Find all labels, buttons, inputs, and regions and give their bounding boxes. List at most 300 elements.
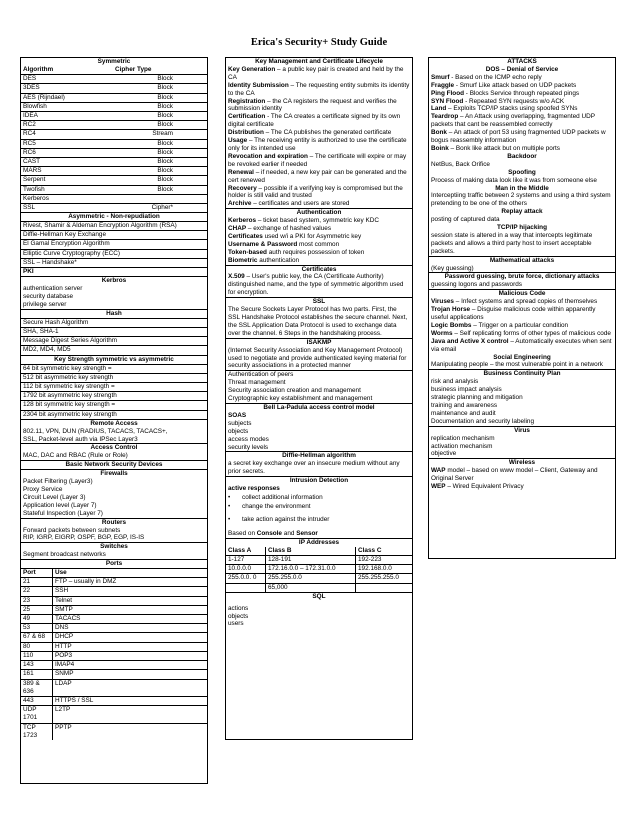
dos-attack [429,113,615,129]
malicious-code [429,298,615,306]
lifecycle-step [226,66,412,82]
router-item: RIP, IGRP, EIGRP, OSPF, BGP, EGP, IS-IS [23,534,145,542]
symmetric-row [21,129,207,138]
class-c-value: 192-223 [358,555,382,563]
port-number: 67 & 68 [21,633,53,641]
port-use: Telnet [55,596,73,604]
class-a-value [226,584,266,592]
replay-header: Replay attack [501,208,543,216]
port-row [21,577,207,586]
social-engineering-header: Social Engineering [493,353,551,361]
hash-row: MD2, MD4, MD5 [21,345,207,354]
auth-method-term: Certificates [228,232,263,240]
port-row [21,705,207,722]
symmetric-row [21,185,207,194]
malicious-code-desc: – Disguise malicious code within apparently useful applications [431,306,596,321]
auth-method [226,249,412,257]
malicious-code-desc: – Self replicating forms of other types of malicious code [452,329,611,337]
mitm-text: Interceptiing traffic between 2 systems and using a third system pretending to be one of the others [431,192,611,208]
port-number: 443 [21,697,53,705]
port-use: L2TP [55,706,71,714]
port-row [21,651,207,660]
class-c-value: 192.168.0.0 [358,565,392,573]
virus-list [429,435,615,459]
social-engineering-text: Manipulating people – the most vulnerable point in a network [431,361,603,369]
port-row [21,605,207,614]
lifecycle-step-term: Key Generation [228,65,276,73]
port-row [21,642,207,651]
algorithm-name: MARS [23,167,42,175]
port-use: DHCP [55,633,74,641]
soas-item: subjects [228,419,252,427]
virus-item: activation mechanism [431,442,493,450]
lifecycle-step-term: Identity Submission [228,81,289,89]
cipher-type: Stream [152,130,173,138]
malicious-code-desc: – Infect systems and spread copies of themselves [453,298,598,306]
dos-attack-term: Fraggle [431,81,455,89]
auth-method-desc: – exchange of hashed values [246,225,332,233]
isakmp-function: Cryptographic key establishment and management [228,395,373,403]
malicious-code [429,338,615,354]
lifecycle-step-desc: – The certificate will expire or may be revoked earlier if needed [228,152,407,168]
port-row [21,660,207,669]
lifecycle-step [226,129,412,137]
cipher-type: Block [157,121,173,129]
dos-attack-desc: - Based on the ICMP echo reply [449,73,542,81]
class-c-value: 255.255.255.0 [358,574,399,582]
symmetric-row [21,111,207,120]
lifecycle-step-term: Revocation and expiration [228,152,308,160]
response-bullet [226,502,412,511]
port-number: UDP 1701 [21,706,53,722]
authentication-header: Authentication [226,208,412,217]
algorithm-name: AES (Rijndael) [23,93,65,101]
symmetric-row [21,93,207,102]
switch-item: Segment broadcast networks [23,551,106,559]
key-strength-row: 112 bit symmetric key strength = [21,382,207,391]
dos-attack [429,90,615,98]
ip-column-header [226,547,412,555]
port-use: HTTP [55,642,72,650]
firewall-item: Packet Filtering (Layer3) [23,478,93,486]
diffie-hellman-text: a secret key exchange over an insecure medium without any prior secrets. [228,460,400,476]
asymmetric-row: SSL – Handshake* [21,258,207,267]
kerbros-item: privilege server [23,301,67,308]
lifecycle-step [226,185,412,201]
ip-row [226,583,412,592]
tcp-hijacking-text: session state is altered in a way that intercepts legitimate packets and allows a third party host to insert acceptable packets. [431,231,593,255]
port-row [21,614,207,623]
class-b-value: 172.16.0.0 – 172.31.0.0 [266,565,356,573]
algorithm-name: IDEA [23,111,38,119]
switches-list [21,551,207,559]
cipher-type: Block [157,93,173,101]
asymmetric-row: PKI [21,267,207,276]
backdoor-header: Backdoor [507,152,537,160]
algorithm-name: RC4 [23,130,36,138]
column-left [20,57,208,784]
dos-attack-desc: – Exploits TCP/IP stacks using spoofed SYNs [446,105,578,113]
dos-attack [429,74,615,82]
bcp-header: Business Continuity Plan [429,369,615,378]
soas-list [226,412,412,452]
isakmp-functions [226,370,412,403]
class-b-value: 255.255.0.0 [266,574,356,582]
port-row [21,623,207,632]
column-middle [225,57,413,740]
port-number: 25 [21,606,53,614]
port-number: 21 [21,578,53,586]
response-bullet [226,493,412,502]
auth-method-term: CHAP [228,225,247,233]
soas-label: SOAS [228,411,247,419]
malicious-code-term: Viruses [431,298,454,306]
kerbros-list [21,285,207,309]
cipher-type: Block [157,176,173,184]
page-title: Erica's Security+ Study Guide [250,37,388,48]
port-use: FTP – usually in DMZ [55,578,117,586]
lifecycle-step [226,200,412,208]
port-row [21,696,207,705]
lifecycle-step-term: Renewal [228,168,254,176]
password-attacks-header: Password guessing, brute force, dictionary attacks [429,272,615,281]
isakmp-function: Threat management [228,379,286,387]
lifecycle-step-term: Registration [228,97,266,105]
port-use: POP3 [55,651,73,659]
key-strength-row: 128 bit symmetric key strength = [21,400,207,409]
port-use: LDAP [55,679,72,687]
port-use: SMTP [55,605,73,613]
dos-attack-desc: – Bonk like attack but on multiple ports [448,144,560,152]
symmetric-row [21,157,207,166]
auth-method [226,225,412,233]
auth-method-term: Kerberos [228,217,257,225]
kerbros-item: security database [23,293,74,301]
mitm-header: Man in the Middle [495,184,549,192]
isakmp-text: (Internet Security Association and Key Management Protocol) used to negotiate and provide authenticated keying material for security associations in a protected manner [228,346,407,370]
sql-item: objects [228,612,249,620]
lifecycle-step-desc: – if needed, a new key pair can be generated and the cert renewed [228,168,407,184]
malicious-code-term: Java and Active X control [431,337,509,345]
algorithm-name: Serpent [23,176,46,184]
port-use: PPTP [55,723,72,731]
malicious-code-term: Trojan Horse [431,306,471,314]
asymmetric-row: Diffie-Hellman Key Exchange [21,230,207,239]
isakmp-function: Authentication of peers [228,371,294,379]
port-row [21,596,207,605]
symmetric-row [21,148,207,157]
soas-item: security levels [228,443,269,451]
wireless-header: Wireless [429,458,615,467]
port-use: SNMP [55,670,74,678]
certificates-header: Certificates [226,265,412,274]
lifecycle-step-desc: – a public key pair is created and held by the CA [228,65,404,81]
key-strength-row: 1792 bit asymmetric key strength [21,391,207,400]
algorithm-name: RC6 [23,148,36,156]
symmetric-row [21,83,207,92]
symmetric-row [21,194,207,203]
certificates-text [226,273,412,297]
bcp-item: maintenance and audit [431,409,496,417]
bullet-icon: • [228,515,231,523]
symmetric-row [21,74,207,83]
lifecycle-step-desc: – possible if a verifying key is compromised but the holder is still valid and trusted [228,184,403,200]
bcp-item: strategic planning and mitigation [431,394,523,402]
port-row [21,723,207,740]
kerbros-header: Kerbros [21,276,207,285]
auth-method [226,233,412,241]
access-control-text [21,452,207,460]
port-number: 161 [21,670,53,678]
isakmp-function: Security association creation and management [228,387,361,395]
lifecycle-step [226,113,412,129]
key-strength-row: 2304 bit asymmetric key strength [21,410,207,419]
malicious-code-term: Worms [431,329,453,337]
algorithm-name: RC2 [23,121,36,129]
based-on-text [226,530,412,538]
algorithm-name: Twofish [23,185,45,193]
access-control-line: MAC, DAC and RBAC (Rule or Role) [23,452,128,460]
wireless-item-desc: – Wired Equivalent Privacy [445,483,524,491]
col-head-class-c: Class C [358,546,382,554]
password-attacks-text: guessing logons and passwords [431,281,522,289]
ports-header: Ports [21,559,207,568]
routers-header: Routers [21,518,207,527]
dos-attack-term: Bonk [431,129,447,137]
cipher-type: Block [157,139,173,147]
port-number: 143 [21,661,53,669]
port-number: TCP 1723 [21,724,53,740]
port-use: SSH [55,587,69,595]
auth-method [226,217,412,225]
dos-header: DOS – Denial of Service [485,65,559,73]
symmetric-header: Symmetric [97,58,131,65]
symmetric-row [21,203,207,212]
spoofing-header: Spoofing [508,168,536,176]
x509-desc: – User's public key, the CA (Certificate Authority) distinguished name, and the type of symmetric algorithm used for encryption. [228,273,404,297]
dos-attack-term: Land [431,105,447,113]
port-number: 389 & 636 [21,680,53,696]
wireless-item [429,467,615,483]
dos-attack-term: Smurf [431,73,450,81]
response-text: change the environment [242,502,311,510]
port-row [21,632,207,641]
lifecycle-step [226,98,412,114]
attacks-header: ATTACKS [507,58,537,65]
auth-method-term: Biometric [228,256,258,264]
col-head-class-a: Class A [226,547,266,555]
cipher-type: Block [157,157,173,165]
ip-row [226,564,412,573]
lifecycle-step-term: Recovery [228,184,257,192]
algorithm-name: DES [23,75,37,83]
based-on-term: Sensor [296,529,318,537]
routers-list [21,527,207,543]
port-row [21,669,207,678]
column-right [428,57,616,559]
spoofing-text: Process of making data look like it was from someone else [431,176,597,184]
ip-addresses-header: IP Addresses [226,538,412,547]
port-number: 49 [21,615,53,623]
firewall-item: Circuit Level (Layer 3) [23,493,86,501]
auth-method-desc: used w/i a PKI for Asymmetric key [262,232,362,240]
based-on-term: Console [256,529,282,537]
remote-access-line: SSL, Packet-level auth via IPSec Layer3 [23,435,138,443]
malicious-code-desc: – Automatically executes when sent via email [431,337,612,353]
cipher-type: Block [157,84,173,92]
ip-row [226,573,412,582]
intrusion-detection-header: Intrusion Detection [226,476,412,485]
lifecycle-step-term: Archive [228,200,252,208]
class-b-value: 128-191 [266,556,356,564]
lifecycle-step-desc: – The CA publishes the generated certificate [263,129,392,137]
lifecycle-step-desc: – The receiving entity is authorized to use the certificate only for its intended use [228,137,407,152]
malicious-code [429,306,615,322]
algorithm-name: Blowfish [23,102,47,110]
router-item: Forward packets between subnets [23,526,121,534]
cipher-type: Cipher* [151,203,173,211]
key-strength-row: 512 bit asymmetric key strength [21,373,207,382]
tcp-hijacking-header: TCP/IP hijacking [497,224,547,232]
auth-method-term: Token-based [228,248,267,256]
wireless-item [429,483,615,491]
isakmp-header: ISAKMP [226,338,412,347]
lifecycle-step-term: Usage [228,137,248,145]
col-head-algorithm: Algorithm [23,65,54,73]
hash-row: Message Digest Series Algorithm [21,336,207,345]
response-bullet [226,515,412,524]
virus-header: Virus [429,426,615,435]
virus-item: objective [431,450,457,458]
port-row [21,679,207,696]
bcp-item: business impact analysis [431,386,502,394]
port-number: 22 [21,587,53,595]
cipher-type [113,195,207,203]
lifecycle-step-desc: – the CA registers the request and verifies the submission identity [228,97,397,113]
malicious-code-header: Malicious Code [429,289,615,298]
remote-access-line: 802.11, VPN, DUN (RADIUS, TACACS, TACACS+, [23,427,168,435]
key-strength-header: Key Strength symmetric vs asymmetric [21,355,207,364]
access-control-header: Access Control [21,443,207,452]
lifecycle-step-term: Distribution [228,129,264,137]
backdoor-text: NetBus, Back Orifice [431,160,490,168]
based-on-fragment: Based on [228,529,257,537]
kerbros-item: authentication server [23,285,83,293]
class-a-value: 1-127 [226,556,266,564]
bell-lapadula-header: Bell La-Padula access control model [226,403,412,412]
malicious-code [429,322,615,330]
bcp-list [429,378,615,425]
lifecycle-step [226,137,412,153]
cipher-type: Block [157,102,173,110]
symmetric-column-header [21,66,207,74]
symmetric-row [21,139,207,148]
col-head-port: Port [21,569,53,577]
auth-method-desc: authentication [257,256,300,264]
cipher-type: Block [157,111,173,119]
dos-attack-term: Teardrop [431,113,459,121]
hash-row: Secure Hash Algorithm [21,318,207,327]
firewall-item: Application level (Layer 7) [23,501,97,509]
bcp-item: training and awareness [431,401,498,409]
port-number: 110 [21,652,53,660]
dos-attack-term: Ping Flood [431,89,465,97]
col-head-cipher-type: Cipher Type [115,65,152,73]
class-b-value: 65,000 [266,584,356,592]
symmetric-row [21,102,207,111]
symmetric-row [21,175,207,184]
bullet-icon: • [228,493,231,501]
asymmetric-row: Rivest, Shamir & Aldeman Encryption Algorithm (RSA) [21,221,207,230]
active-responses-label: active responses [228,485,280,493]
remote-access-text [21,428,207,444]
lifecycle-step-desc: - The CA creates a certificate signed by its own digital certificate [228,113,401,129]
math-attacks-header: Mathematical attacks [429,256,615,265]
dos-attack-term: Boink [431,144,449,152]
wireless-item-term: WEP [431,483,446,491]
soas-item: access modes [228,435,269,443]
malicious-code [429,330,615,338]
lifecycle-step-term: Certification [228,113,266,121]
ssl-text: The Secure Sockets Layer Protocol has two parts. First, the SSL Handshake Protocol establishes the secure channel. Next, the SSL Application Data Protocol is used to exchange data over the channel. 6 Steps in the handshaking process. [228,306,408,337]
port-use: DNS [55,624,69,632]
bullet-icon: • [228,502,231,510]
auth-method-desc: most common [297,240,340,248]
dos-attack [429,145,615,153]
ip-row [226,555,412,564]
symmetric-row [21,166,207,175]
col-head-class-b: Class B [266,547,356,555]
algorithm-name: Kerberos [23,194,49,202]
hash-row: SHA, SHA-1 [21,327,207,336]
asymmetric-row: El Gamal Encryption Algorithm [21,239,207,248]
dos-attack [429,82,615,90]
dos-attack [429,129,615,145]
port-use: IMAP4 [55,661,75,669]
dos-attack [429,98,615,106]
based-on-fragment: and [282,529,297,537]
algorithm-name: 3DES [23,84,40,92]
sql-item: users [228,620,244,628]
network-devices-header: Basic Network Security Devices [21,460,207,469]
bcp-item: Documentation and security labeling [431,417,535,425]
class-c-value [356,584,412,592]
lifecycle-step [226,169,412,185]
replay-text: posting of captured data [431,216,500,224]
bcp-item: risk and analysis [431,378,479,386]
class-a-value: 10.0.0.0 [226,565,266,573]
algorithm-name: RC5 [23,139,36,147]
auth-method [226,257,412,265]
sql-item: actions [228,604,249,612]
diffie-hellman-header: Diffie-Hellman algorithm [226,451,412,460]
dos-attack-desc: – An Attack using overlapping, fragmented UDP packets that cant be reassembled correctly [431,113,595,129]
col-head-use: Use [55,569,67,577]
algorithm-name: CAST [23,157,41,165]
ssl-header: SSL [226,297,412,306]
cipher-type: Block [157,148,173,156]
asymmetric-row: Elliptic Curve Cryptography (ECC) [21,249,207,258]
key-strength-row: 64 bit symmetric key strength = [21,364,207,373]
key-lifecycle-header: Key Management and Certificate Lifecycle [255,58,383,65]
x509-term: X.509 [228,273,245,281]
auth-method-desc: auth requires possession of token [266,248,365,256]
dos-attack-term: SYN Flood [431,97,464,105]
port-row [21,586,207,595]
response-text: take action against the intruder [242,515,330,523]
cipher-type: Block [157,185,173,193]
class-a-value: 255.0.0. 0 [226,574,266,582]
